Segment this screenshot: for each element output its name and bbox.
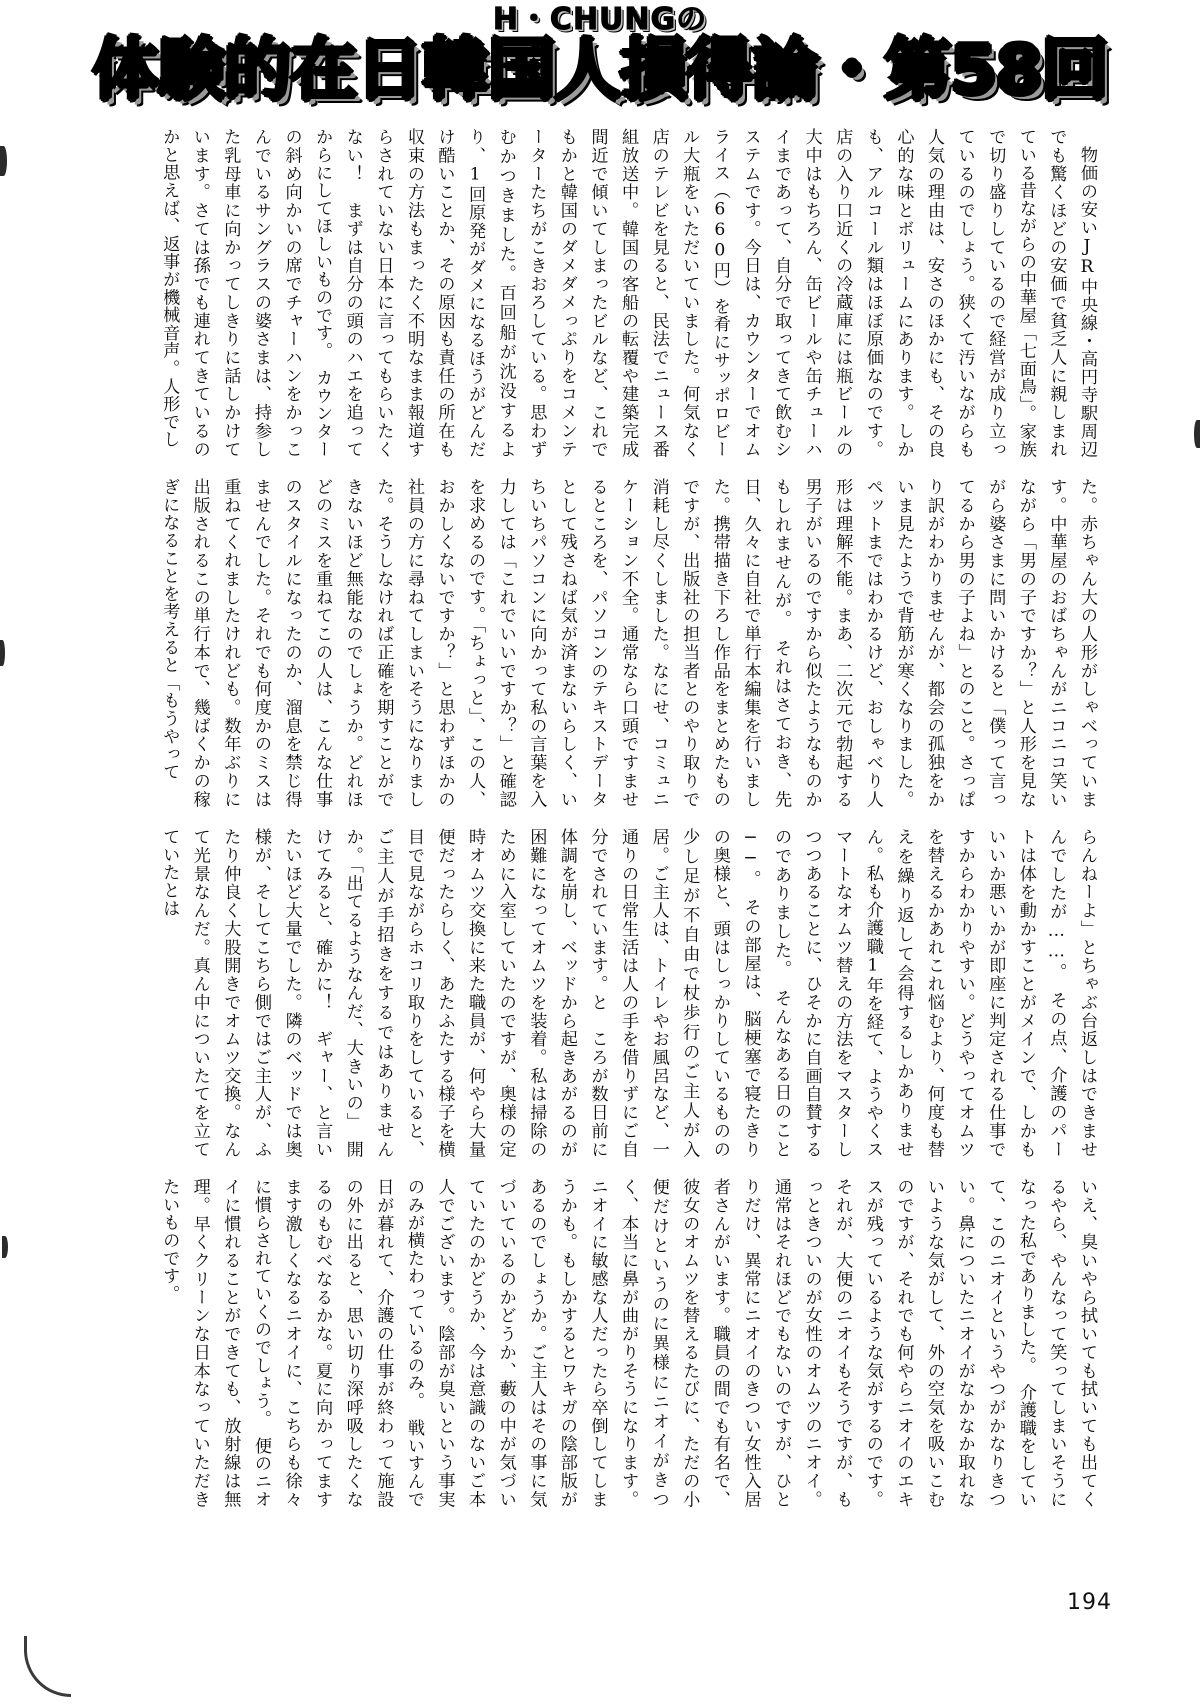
article-body-block-2: た。赤ちゃん大の人形がしゃべっています。中華屋のおばちゃんがニコニコ笑いながら「男の子ですか？」と人形を見ながら婆さまに問いかけると「僕って言ってるから男の子よね」とのこと。さっぱり訳がわかりませんが、都会の孤独をかいま見たようで背筋が寒くなりました。ペットまではわかるけど、おしゃべり人形は理解不能。まあ、二次元で勃起する男子がいるのですから似たようなものかもしれませんが。 それはさておき、先日、久々に自社で単行本編集を行いました。携帯描き下ろし作品をまとめたものですが、出版社の担当者とのやり取りで消耗し尽くしました。なにせ、コミュニケーション不全。通常なら口頭ですませるところを、パソコンのテキストデータとして残さねば気が済まないらしく、いちいちパソコンに向かって私の言葉を入力しては「これでいいですか？」と確認を求めるのです。「ちょっと」、この人、おかしくないですか？」と思わずほかの社員の方に尋ねてしまいそうになりました。そうしなければ正確を期すことができないほど無能なのでしょうか。どれほどのミスを重ねてこの人は、こんな仕事のスタイルになったのか、溜息を禁じ得ませんでした。それでも何度かのミスは重ねてくれましたけれども。数年ぶりに出版されるこの単行本で、幾ばくかの稼ぎになることを考えると「もうやって bbox=[159, 478, 1097, 808]
article-masthead bbox=[0, 4, 1200, 116]
article-body-block-1: 物価の安いJR中央線・高円寺駅周辺でも驚くほどの安価で貧乏人に親しまれている昔ながらの中華屋「七面鳥」。家族で切り盛りしているので経営が成り立っているのでしょう。狭くて汚いながらも人気の理由は、安さのほかにも、その良心的な味とボリュームにあります。しかも、アルコール類はほぼ原価なのです。店の入り口近くの冷蔵庫には瓶ビールの大中はもちろん、缶ビールや缶チューハイまであって、自分で取ってきて飲むシステムです。今日は、カウンターでオムライス（660円）を肴にサッポロビール大瓶をいただいていました。何気なく店のテレビを見ると、民法でニュース番組放送中。韓国の客船の転覆や建築完成間近で傾いてしまったビルなど、これでもかと韓国のダメダメっぷりをコメンテーターたちがこきおろしている。思わずむかつきました。百回船が沈没するより、1回原発がダメになるほうがどんだけ酷いことか、その原因も責任の所在も収束の方法もまったく不明なまま報道すらされていない日本に言ってもらいたくない！ まずは自分の頭のハエを追ってからにしてほしいものです。 カウンターの斜め向かいの席でチャーハンをかっこんでいるサングラスの婆さまは、持参した乳母車に向かってしきりに話しかけています。さては孫でも連れてきているのかと思えば、返事が機械音声。人形でし bbox=[159, 128, 1097, 458]
scan-edge-artifact bbox=[1194, 420, 1200, 448]
article-subtitle: H・CHUNGの bbox=[492, 2, 708, 37]
page-title: 体験的在日韓国人損得論・第58回 bbox=[92, 31, 1108, 109]
article-body-block-4: いえ、臭いやら拭いても拭いても出てくるやら、やんなって笑ってしまいそうになった私でありました。 介護職をしていて、このニオイというやつがかなりきつい。鼻についたニオイがなかなか取れないような気がして、外の空気を吸いこむのですが、それでも何やらニオイのエキスが残っているような気がするのです。それが、大便のニオイもそうですが、もっときついのが女性のオムツのニオイ。通常はそれほどでもないのですが、ひとりだけ、異常にニオイのきつい女性入居者さんがいます。職員の間でも有名で、彼女のオムツを替えるたびに、ただの小便だけというのに異様にニオイがきつく、本当に鼻が曲がりそうになります。ニオイに敏感な人だったら卒倒してしまうかも。もしかするとワキガの陰部版があるのでしょうか。ご主人はその事に気づいているのかどうか、藪の中が気づいていたのかどうか、今は意識のないご本人でございます。陰部が臭いという事実のみが横たわっているのみ。 戦いすんで日が暮れて、介護の仕事が終わって施設の外に出ると、思い切り深呼吸したくなるのもむべなるかな。夏に向かってますます激しくなるニオイに、こちらも徐々に慣らされていくのでしょう。 便のニオイに慣れることができても、放射線は無理。早くクリーンな日本なっていただきたいものです。 bbox=[159, 1178, 1097, 1508]
page-corner-mark bbox=[24, 1636, 71, 1697]
scan-edge-artifact bbox=[2, 1236, 8, 1258]
scan-edge-artifact bbox=[0, 640, 5, 666]
scan-edge-artifact bbox=[0, 146, 7, 176]
page-number: 194 bbox=[1067, 1590, 1112, 1615]
article-body-block-3: らんねーよ」とちゃぶ台返しはできませんでしたが……。 その点、介護のパートは体を動かすことがメインで、しかもいいか悪いかが即座に判定される仕事ですからわかりやすい。どうやってオムツを替えるかあれこれ悩むより、何度も替えを繰り返して会得するしかありません。私も介護職1年を経て、ようやくスマートなオムツ替えの方法をマスターしつつあることに、ひそかに自画自賛するのでありました。 そんなある日のこと──。 その部屋は、脳梗塞で寝たきりの奥様と、頭はしっかりしているものの少し足が不自由で杖歩行のご主人が入居。ご主人は、トイレやお風呂など、一通りの日常生活は人の手を借りずにご自分でされています。と ころが数日前に体調を崩し、ベッドから起きあがるのが困難になってオムツを装着。私は掃除のために入室していたのですが、奥様の定時オムツ交換に来た職員が、何やら大量便だったらしく、あたふたする様子を横目で見ながらホコリ取りをしていると、ご主人が手招きをするではありませんか。「出てるようなんだ、大きいの」 開けてみると、確かに！ ギャー、と言いたいほど大量でした。隣のベッドでは奥様が、そしてこちら側ではご主人が、ふたり仲良く大股開きでオムツ交換。なんて光景なんだ。真ん中についたてを立てていたとは bbox=[159, 828, 1097, 1158]
